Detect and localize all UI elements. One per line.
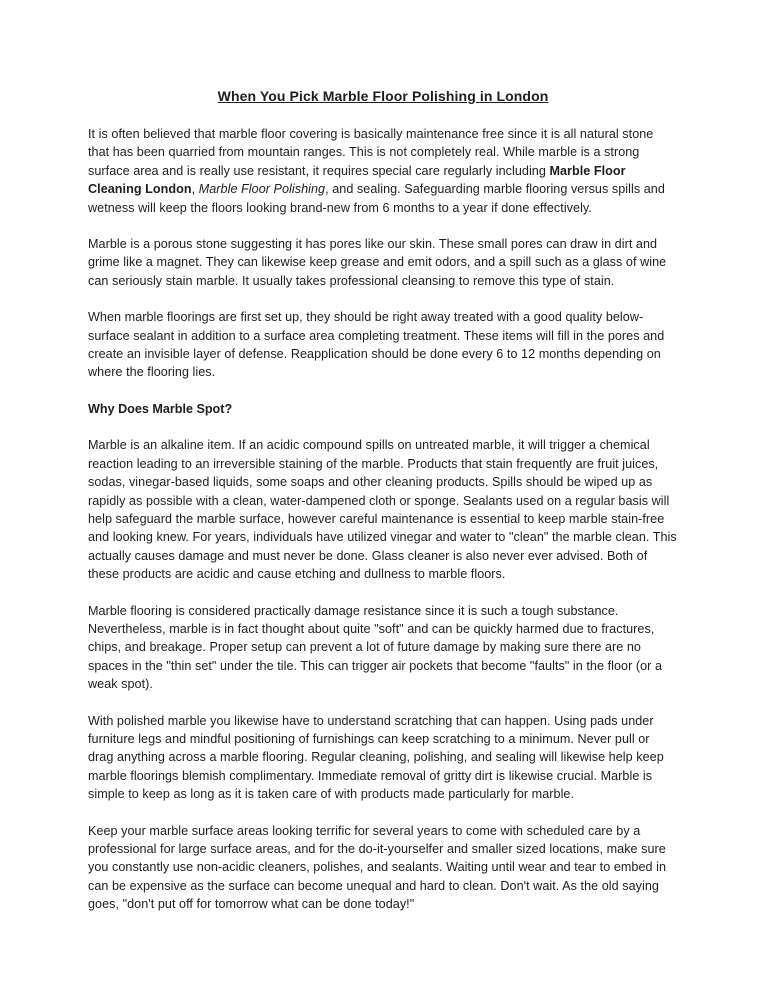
text-segment-normal: , and sealing. Safeguarding marble flooring versus spills and wetness will keep the floors looking brand-new from 6 months to a year if done effectively.: [88, 182, 665, 215]
text-segment-normal: ,: [191, 182, 199, 197]
text-segment-bold: Marble Floor Cleaning London: [88, 163, 626, 197]
document-title: When You Pick Marble Floor Polishing in London: [217, 88, 549, 104]
paragraph-closing: Keep your marble surface areas looking terrific for several years to come with scheduled care by a professional for large surface areas, and for the do-it-yourselfer and smaller sized locations, make sure you constantly use non-acidic cleaners, polishes, and sealants. Waiting until wear and tear to embed in can be expensive as the surface can become unequal and hard to clean. Don't wait. As the old saying goes, "don't put off for tomorrow what can be done today!": [88, 823, 667, 912]
paragraph-porous-stone: Marble is a porous stone suggesting it has pores like our skin. These small pores can draw in dirt and grime like a magnet. They can likewise keep grease and emit odors, and a spill such as a glass of wine can seriously stain marble. It usually takes professional cleansing to remove this type of stain.: [88, 237, 667, 288]
paragraph-scratching: With polished marble you likewise have to understand scratching that can happen. Using pads under furniture legs and mindful positioning of furnishings can keep scratching to a minimum. Never pull or drag anything across a marble flooring. Regular cleaning, polishing, and sealing will likewise help keep marble floorings blemish complimentary. Immediate removal of gritty dirt is likewise crucial. Marble is simple to keep as long as it is taken care of with products made particularly for marble.: [88, 713, 664, 802]
paragraph-alkaline: Marble is an alkaline item. If an acidic compound spills on untreated marble, it will trigger a chemical reaction leading to an irreversible staining of the marble. Products that stain frequently are fruit juices, sodas, vinegar-based liquids, some soaps and other cleaning products. Spills should be wiped up as rapidly as possible with a clean, water-dampened cloth or sponge. Sealants used on a regular basis will help safeguard the marble surface, however careful maintenance is essential to keep marble stain-free and looking knew. For years, individuals have utilized vinegar and water to "clean" the marble clean. This actually causes damage and must never be done. Glass cleaner is also never ever advised. Both of these products are acidic and cause etching and dullness to marble floors.: [88, 438, 677, 582]
text-segment-normal: It is often believed that marble floor covering is basically maintenance free since it is all natural stone that has been quarried from mountain ranges. This is not completely real. While marble is a strong surface area and is really use resistant, it requires special care regularly including: [88, 127, 654, 178]
section-heading-why-does-marble-spot: Why Does Marble Spot?: [88, 401, 233, 416]
text-segment-italic: Marble Floor Polishing: [198, 182, 326, 197]
paragraph-damage-resistance: Marble flooring is considered practically damage resistance since it is such a tough substance. Nevertheless, marble is in fact thought about quite "soft" and can be quickly harmed due to fractures, chips, and breakage. Proper setup can prevent a lot of future damage by making sure there are no spaces in the "thin set" under the tile. This can trigger air pockets that become "faults" in the floor (or a weak spot).: [88, 603, 663, 692]
paragraph-intro: [88, 125, 678, 217]
paragraph-sealant: When marble floorings are first set up, they should be right away treated with a good quality below-surface sealant in addition to a surface area completing treatment. These items will fill in the pores and create an invisible layer of defense. Reapplication should be done every 6 to 12 months depending on where the flooring lies.: [88, 310, 665, 380]
